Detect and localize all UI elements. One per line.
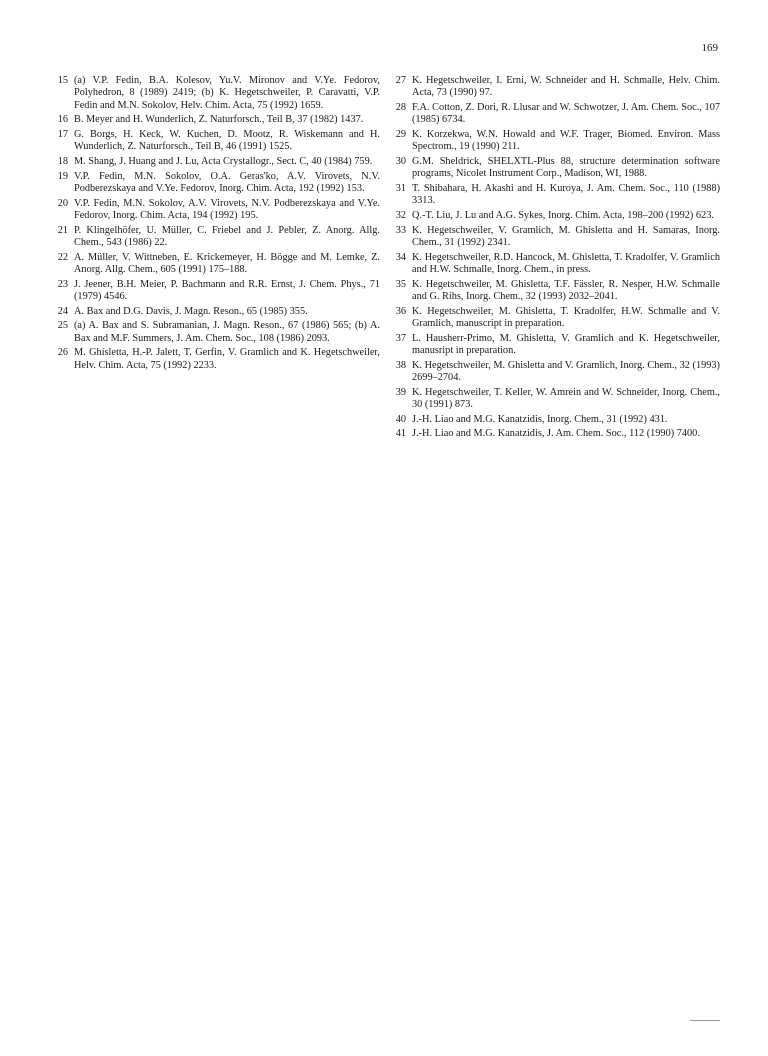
reference-text: B. Meyer and H. Wunderlich, Z. Naturforsch., Teil B, 37 (1982) 1437.	[74, 114, 364, 126]
reference-text: A. Müller, V. Wittneben, E. Krickemeyer, H. Bögge and M. Lemke, Z. Anorg. Allg. Chem., 605 (1991) 175–188.	[74, 251, 380, 275]
reference-text: K. Hegetschweiler, M. Ghisletta, T. Kradolfer, H.W. Schmalle and V. Gramlich, manuscript in preparation.	[412, 305, 720, 329]
reference-number: 33	[395, 224, 406, 236]
reference-number: 40	[395, 413, 406, 425]
reference-number: 38	[395, 359, 406, 371]
reference-item	[388, 428, 720, 440]
reference-number: 37	[395, 332, 406, 344]
reference-item	[388, 360, 720, 385]
reference-number: 18	[57, 156, 68, 167]
reference-item	[50, 225, 380, 250]
reference-number: 17	[57, 129, 68, 140]
reference-text: T. Shibahara, H. Akashi and H. Kuroya, J. Am. Chem. Soc., 110 (1988) 3313.	[412, 183, 720, 207]
reference-item	[388, 129, 720, 154]
reference-text: (a) V.P. Fedin, B.A. Kolesov, Yu.V. Mironov and V.Ye. Fedorov, Polyhedron, 8 (1989) 2419; (b) K. Hegetschweiler, P. Caravatti, V.P. Fedin and M.N. Sokolov, Helv. Chim. Acta, 75 (1992) 1659.	[74, 75, 380, 111]
reference-text: K. Hegetschweiler, I. Erni, W. Schneider and H. Schmalle, Helv. Chim. Acta, 73 (1990) 97.	[412, 75, 720, 99]
reference-item	[388, 414, 720, 426]
reference-number: 16	[57, 114, 68, 126]
reference-number: 21	[57, 224, 68, 236]
reference-text: K. Hegetschweiler, M. Ghisletta and V. Gramlich, Inorg. Chem., 32 (1993) 2699–2704.	[412, 359, 720, 383]
reference-item	[388, 306, 720, 331]
reference-item	[388, 252, 720, 277]
reference-item	[50, 171, 380, 196]
reference-number: 19	[57, 170, 68, 182]
reference-number: 23	[57, 278, 68, 290]
reference-text: K. Hegetschweiler, R.D. Hancock, M. Ghisletta, T. Kradolfer, V. Gramlich and H.W. Schmalle, Inorg. Chem., in press.	[412, 251, 720, 275]
reference-number: 30	[395, 156, 406, 167]
reference-item	[388, 156, 720, 181]
reference-item	[50, 347, 380, 372]
reference-text: V.P. Fedin, M.N. Sokolov, O.A. Geras'ko, A.V. Virovets, N.V. Podberezskaya and V.Ye. Fedorov, Inorg. Chim. Acta, 192 (1992) 153.	[74, 170, 380, 194]
reference-number: 20	[57, 197, 68, 209]
reference-number: 31	[395, 183, 406, 194]
reference-text: F.A. Cotton, Z. Dori, R. Llusar and W. Schwotzer, J. Am. Chem. Soc., 107 (1985) 6734.	[412, 102, 720, 126]
reference-text: V.P. Fedin, M.N. Sokolov, A.V. Virovets, N.V. Podberezskaya and V.Ye. Fedorov, Inorg. Chim. Acta, 194 (1992) 195.	[74, 197, 380, 221]
reference-text: G. Borgs, H. Keck, W. Kuchen, D. Mootz, R. Wiskemann and H. Wunderlich, Z. Naturforsch., Teil B, 46 (1991) 1525.	[74, 129, 380, 153]
reference-number: 28	[395, 102, 406, 113]
reference-text: K. Korzekwa, W.N. Howald and W.F. Trager, Biomed. Environ. Mass Spectrom., 19 (1990) 211.	[412, 129, 720, 153]
reference-item	[388, 75, 720, 100]
reference-number: 41	[395, 428, 406, 440]
reference-text: J. Jeener, B.H. Meier, P. Bachmann and R.R. Ernst, J. Chem. Phys., 71 (1979) 4546.	[74, 278, 380, 302]
reference-text: J.-H. Liao and M.G. Kanatzidis, J. Am. Chem. Soc., 112 (1990) 7400.	[412, 428, 700, 440]
reference-number: 39	[395, 386, 406, 398]
reference-number: 22	[57, 251, 68, 263]
reference-item	[50, 320, 380, 345]
reference-item	[50, 252, 380, 277]
reference-text: J.-H. Liao and M.G. Kanatzidis, Inorg. Chem., 31 (1992) 431.	[412, 413, 668, 425]
reference-number: 15	[57, 75, 68, 86]
reference-item	[50, 75, 380, 112]
reference-text: K. Hegetschweiler, M. Ghisletta, T.F. Fässler, R. Nesper, H.W. Schmalle and G. Rihs, Inorg. Chem., 32 (1993) 2032–2041.	[412, 278, 720, 302]
reference-text: P. Klingelhöfer, U. Müller, C. Friebel and J. Pebler, Z. Anorg. Allg. Chem., 543 (1986) 22.	[74, 224, 380, 248]
page-number: 169	[701, 42, 718, 54]
reference-item	[388, 225, 720, 250]
reference-number: 34	[395, 251, 406, 263]
references-right-column	[388, 75, 720, 443]
reference-item	[50, 156, 380, 168]
reference-item	[388, 183, 720, 208]
reference-text: M. Shang, J. Huang and J. Lu, Acta Crystallogr., Sect. C, 40 (1984) 759.	[74, 156, 373, 167]
reference-item	[388, 279, 720, 304]
reference-number: 26	[57, 347, 68, 359]
reference-text: L. Hausherr-Primo, M. Ghisletta, V. Gramlich and K. Hegetschweiler, manusript in preparation.	[412, 332, 720, 356]
reference-text: (a) A. Bax and S. Subramanian, J. Magn. Reson., 67 (1986) 565; (b) A. Bax and M.F. Summers, J. Am. Chem. Soc., 108 (1986) 2093.	[74, 320, 380, 344]
reference-item	[388, 387, 720, 412]
reference-number: 27	[395, 75, 406, 86]
reference-number: 32	[395, 210, 406, 221]
reference-number: 29	[395, 129, 406, 140]
reference-number: 25	[57, 320, 68, 332]
reference-text: A. Bax and D.G. Davis, J. Magn. Reson., 65 (1985) 355.	[74, 305, 308, 317]
footer-rule	[690, 1020, 720, 1021]
reference-text: K. Hegetschweiler, V. Gramlich, M. Ghisletta and H. Samaras, Inorg. Chem., 31 (1992) 2341.	[412, 224, 720, 248]
reference-item	[50, 198, 380, 223]
reference-text: M. Ghisletta, H.-P. Jalett, T. Gerfin, V. Gramlich and K. Hegetschweiler, Helv. Chim. Acta, 75 (1992) 2233.	[74, 347, 380, 371]
reference-number: 36	[395, 305, 406, 317]
reference-item	[50, 279, 380, 304]
reference-text: K. Hegetschweiler, T. Keller, W. Amrein and W. Schneider, Inorg. Chem., 30 (1991) 873.	[412, 386, 720, 410]
reference-item	[388, 210, 720, 222]
references-left-column	[50, 75, 380, 374]
reference-item	[388, 333, 720, 358]
reference-number: 35	[395, 278, 406, 290]
reference-item	[50, 114, 380, 126]
reference-item	[50, 129, 380, 154]
reference-text: G.M. Sheldrick, SHELXTL-Plus 88, structure determination software programs, Nicolet Instrument Corp., Madison, WI, 1988.	[412, 156, 720, 180]
reference-text: Q.-T. Liu, J. Lu and A.G. Sykes, Inorg. Chim. Acta, 198–200 (1992) 623.	[412, 210, 714, 221]
reference-number: 24	[57, 305, 68, 317]
reference-item	[50, 306, 380, 318]
reference-item	[388, 102, 720, 127]
